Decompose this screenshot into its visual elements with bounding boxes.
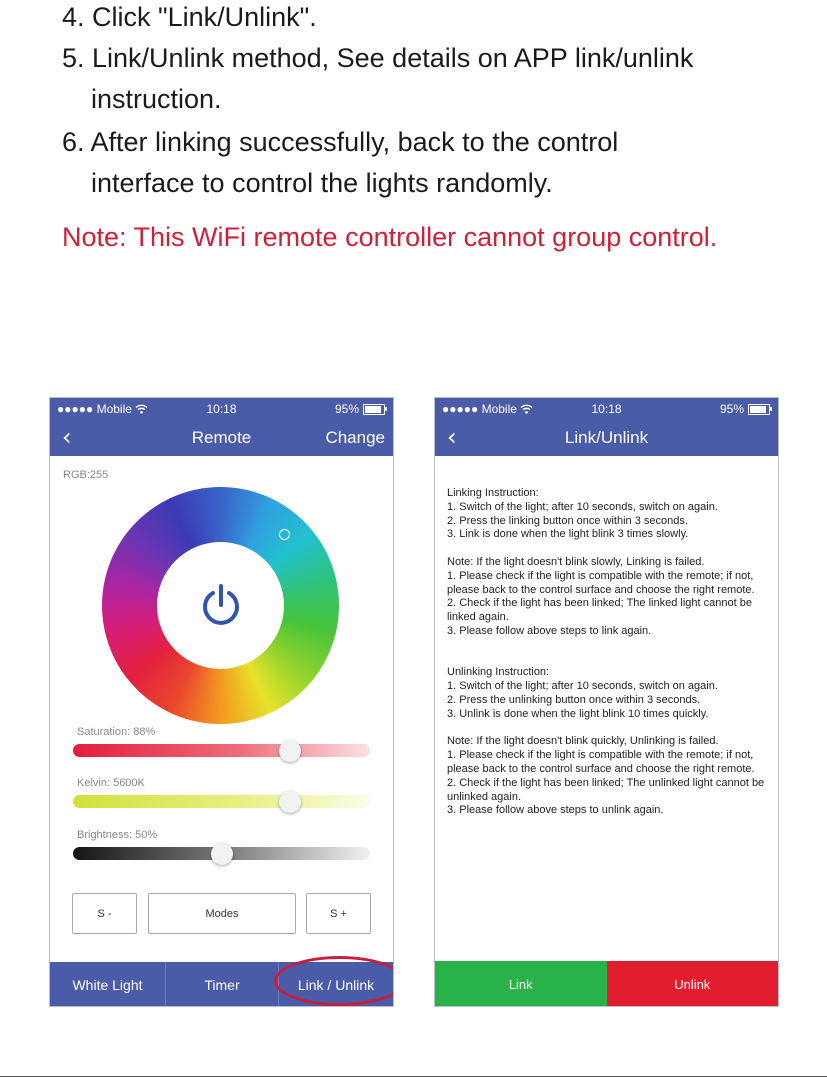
instruction-line: Linking Instruction: xyxy=(447,487,539,499)
instruction-line: 2. Check if the light has been linked; The unlinked light cannot be unlinked again. xyxy=(447,776,768,803)
nav-bar xyxy=(435,420,778,456)
instruction-line: 2. Check if the light has been linked; The linked light cannot be linked again. xyxy=(447,597,756,624)
battery-percent: 95% xyxy=(719,402,744,416)
instruction-line: 1. Switch of the light; after 10 seconds, switch on again. xyxy=(447,500,718,513)
speed-up-button[interactable]: S + xyxy=(306,893,371,934)
speed-down-button[interactable]: S - xyxy=(72,893,137,934)
unlink-button[interactable]: Unlink xyxy=(607,961,779,1007)
saturation-knob[interactable] xyxy=(279,740,301,762)
remote-screen xyxy=(49,397,394,1007)
power-icon[interactable] xyxy=(199,583,243,627)
step-4-line-1: 4. Click "Link/Unlink". xyxy=(62,2,317,32)
instruction-line: 1. Switch of the light; after 10 seconds, switch on again. xyxy=(447,680,718,693)
color-wheel[interactable] xyxy=(102,487,339,724)
battery-icon xyxy=(748,404,770,415)
bottom-tab-bar xyxy=(50,962,393,1007)
change-button[interactable]: Change xyxy=(325,428,385,447)
rgb-value: RGB:255 xyxy=(63,469,109,481)
brightness-label: Brightness: 50% xyxy=(77,829,158,841)
instruction-line: 1. Please check if the light is compatible with the remote; if not, please back to the control surface and choose the right remote. xyxy=(447,569,757,596)
page-bottom-rule xyxy=(0,1076,827,1077)
kelvin-knob[interactable] xyxy=(279,791,301,813)
action-bar xyxy=(435,961,778,1007)
instruction-line: Note: If the light doesn't blink slowly, Linking is failed. xyxy=(447,555,705,568)
link-unlink-screen xyxy=(434,397,779,1007)
instruction-line xyxy=(447,542,768,556)
instruction-text xyxy=(447,487,768,818)
clock: 10:18 xyxy=(206,402,237,416)
instruction-line: 2. Press the linking button once within 3 seconds. xyxy=(447,514,688,527)
saturation-label: Saturation: 88% xyxy=(77,726,156,738)
carrier-label: ●●●●● Mobile xyxy=(442,402,533,416)
instruction-line xyxy=(447,639,768,653)
color-wheel-handle[interactable] xyxy=(279,529,290,540)
step-6-line-1: 6. After linking successfully, back to the control xyxy=(62,127,619,157)
instruction-line: 1. Please check if the light is compatible with the remote; if not, please back to the control surface and choose the right remote. xyxy=(447,749,757,775)
group-control-note: Note: This WiFi remote controller cannot group control. xyxy=(62,222,718,252)
step-5 xyxy=(62,38,693,120)
saturation-slider[interactable] xyxy=(73,744,370,757)
instruction-line xyxy=(447,722,768,736)
brightness-knob[interactable] xyxy=(211,843,233,865)
status-bar xyxy=(50,398,393,420)
instruction-line: 3. Link is done when the light blink 3 times slowly. xyxy=(447,528,689,541)
step-6-line-2: interface to control the lights randomly. xyxy=(91,168,553,198)
instruction-line: 2. Press the unlinking button once within 3 seconds. xyxy=(447,693,701,706)
battery-icon xyxy=(363,404,385,415)
battery-status xyxy=(720,402,770,416)
step-5-line-2: instruction. xyxy=(91,84,222,114)
clock: 10:18 xyxy=(591,402,622,416)
nav-bar xyxy=(50,420,393,456)
modes-button[interactable]: Modes xyxy=(148,893,296,934)
instruction-line xyxy=(447,653,768,667)
link-button[interactable]: Link xyxy=(435,961,607,1007)
wheel-center xyxy=(157,542,284,669)
tab-white-light[interactable]: White Light xyxy=(72,977,143,993)
tab-timer[interactable]: Timer xyxy=(165,962,278,1007)
instruction-line: 3. Please follow above steps to unlink again. xyxy=(447,804,664,817)
battery-percent: 95% xyxy=(334,402,359,416)
kelvin-slider[interactable] xyxy=(73,795,370,808)
tab-link-unlink[interactable]: Link / Unlink xyxy=(278,962,393,1007)
nav-title: Link/Unlink xyxy=(564,428,649,447)
chevron-left-icon[interactable]: ‹ xyxy=(447,423,457,451)
chevron-left-icon[interactable]: ‹ xyxy=(62,423,72,451)
status-bar xyxy=(435,398,778,420)
nav-title: Remote xyxy=(191,428,252,447)
battery-status xyxy=(335,402,385,416)
instruction-line: 3. Unlink is done when the light blink 10 times quickly. xyxy=(447,707,709,720)
step-6 xyxy=(62,122,618,204)
kelvin-label: Kelvin: 5600K xyxy=(77,777,145,789)
carrier-label: ●●●●● Mobile xyxy=(57,402,148,416)
instruction-line: Note: If the light doesn't blink quickly, Unlinking is failed. xyxy=(447,735,719,748)
instruction-line: 3. Please follow above steps to link again. xyxy=(447,624,652,637)
instruction-line: Unlinking Instruction: xyxy=(447,666,550,679)
step-5-line-1: 5. Link/Unlink method, See details on APP link/unlink xyxy=(62,43,694,73)
step-4 xyxy=(62,0,317,38)
